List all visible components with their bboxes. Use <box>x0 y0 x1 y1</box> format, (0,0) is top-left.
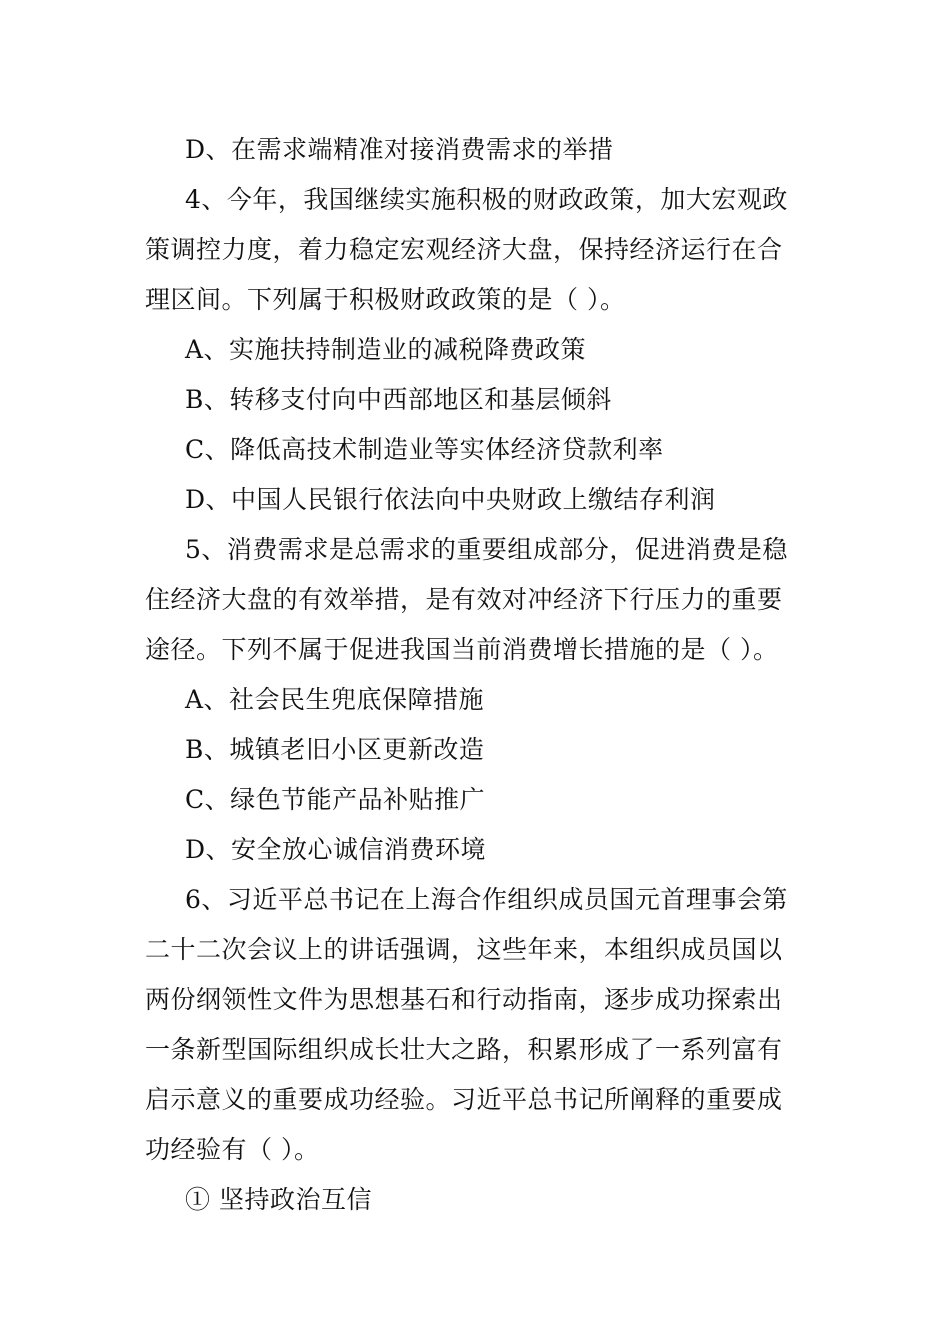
q6-stem-line-1: 6、习近平总书记在上海合作组织成员国元首理事会第 <box>185 885 788 914</box>
q5-option-c: C、绿色节能产品补贴推广 <box>185 785 486 814</box>
q4-option-d: D、中国人民银行依法向中央财政上缴结存利润 <box>185 485 716 514</box>
q5-stem-line-2: 住经济大盘的有效举措，是有效对冲经济下行压力的重要 <box>145 585 783 614</box>
q5-option-b: B、城镇老旧小区更新改造 <box>185 735 485 764</box>
q6-stem-line-5: 启示意义的重要成功经验。习近平总书记所阐释的重要成 <box>145 1085 783 1114</box>
q6-item-1: ① 坚持政治互信 <box>185 1185 372 1214</box>
q3-option-d: D、在需求端精准对接消费需求的举措 <box>185 135 614 164</box>
q4-stem-line-3: 理区间。下列属于积极财政政策的是（ ）。 <box>145 285 626 314</box>
q4-option-b: B、转移支付向中西部地区和基层倾斜 <box>185 385 612 414</box>
q4-stem-line-1: 4、今年，我国继续实施积极的财政政策，加大宏观政 <box>185 185 788 214</box>
q4-stem-line-2: 策调控力度，着力稳定宏观经济大盘，保持经济运行在合 <box>145 235 783 264</box>
q5-option-d: D、安全放心诚信消费环境 <box>185 835 487 864</box>
q4-option-a: A、实施扶持制造业的减税降费政策 <box>185 335 587 364</box>
q5-option-a: A、社会民生兜底保障措施 <box>185 685 485 714</box>
q5-stem-line-3: 途径。下列不属于促进我国当前消费增长措施的是（ ）。 <box>145 635 779 664</box>
q6-stem-line-4: 一条新型国际组织成长壮大之路，积累形成了一系列富有 <box>145 1035 783 1064</box>
q4-option-c: C、降低高技术制造业等实体经济贷款利率 <box>185 435 664 464</box>
q6-stem-line-2: 二十二次会议上的讲话强调，这些年来，本组织成员国以 <box>145 935 783 964</box>
q6-stem-line-6: 功经验有（ ）。 <box>145 1135 320 1164</box>
q5-stem-line-1: 5、消费需求是总需求的重要组成部分，促进消费是稳 <box>185 535 788 564</box>
q6-stem-line-3: 两份纲领性文件为思想基石和行动指南，逐步成功探索出 <box>145 985 783 1014</box>
